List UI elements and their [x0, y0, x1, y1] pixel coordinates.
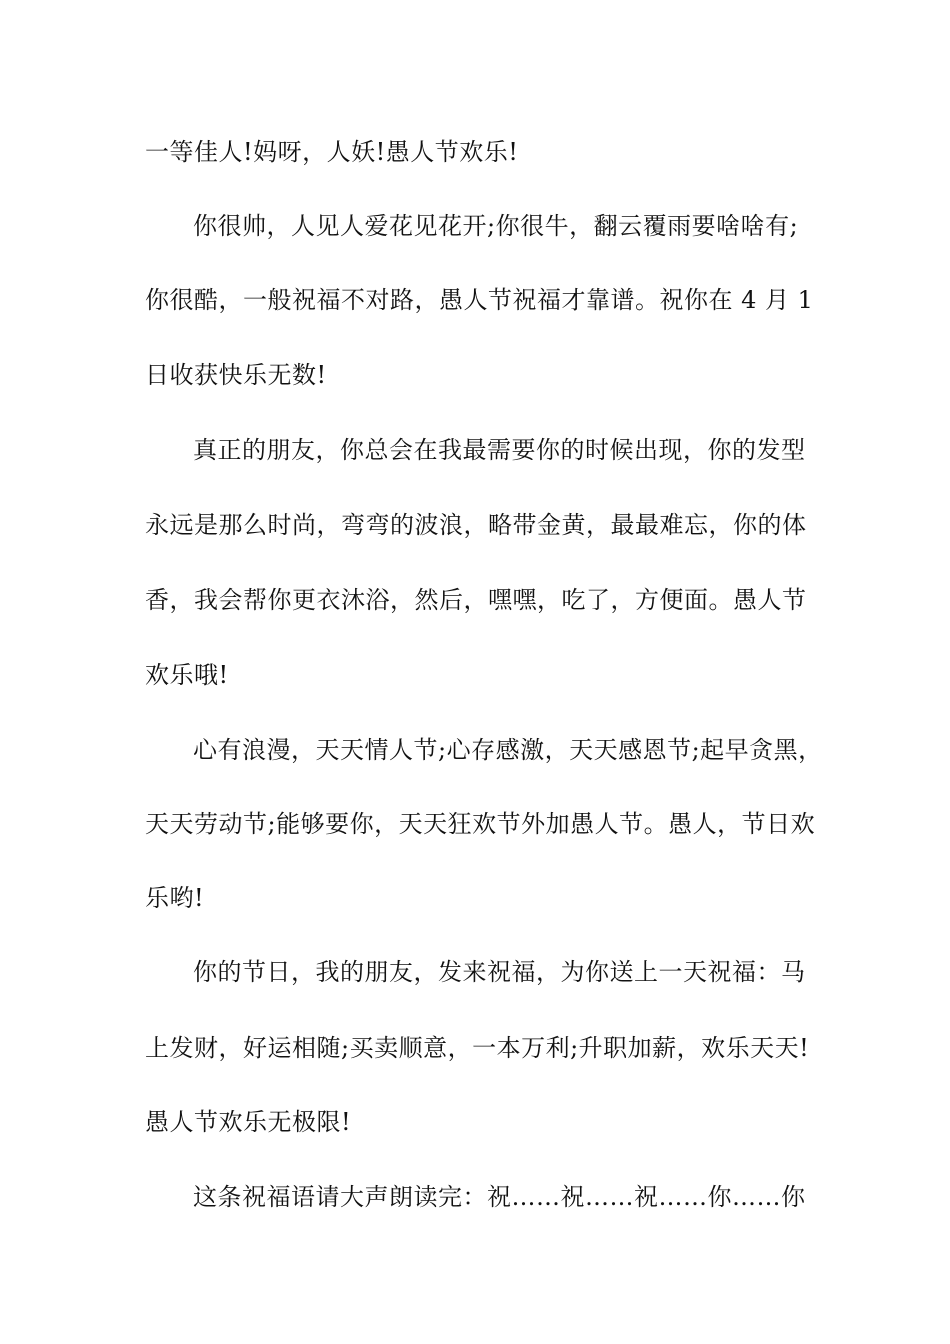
paragraph-first-line: 真正的朋友，你总会在我最需要你的时候出现，你的发型 — [193, 436, 806, 464]
text-line: 一等佳人!妈呀，人妖!愚人节欢乐! — [145, 138, 519, 166]
text-line: 天天劳动节;能够要你，天天狂欢节外加愚人节。愚人，节日欢 — [145, 810, 816, 838]
text-line: 香，我会帮你更衣沐浴，然后，嘿嘿，吃了，方便面。愚人节 — [145, 586, 807, 614]
text-line: 你很酷，一般祝福不对路，愚人节祝福才靠谱。祝你在 4 月 1 — [145, 286, 814, 314]
text-line: 欢乐哦! — [145, 661, 229, 689]
paragraph-first-line: 这条祝福语请大声朗读完：祝……祝……祝……你……你 — [193, 1183, 806, 1211]
paragraph-first-line: 心有浪漫，天天情人节;心存感激，天天感恩节;起早贪黑， — [193, 736, 823, 764]
text-line: 永远是那么时尚，弯弯的波浪，略带金黄，最最难忘，你的体 — [145, 511, 807, 539]
text-line: 愚人节欢乐无极限! — [145, 1108, 352, 1136]
text-line: 上发财，好运相随;买卖顺意，一本万利;升职加薪，欢乐天天! — [145, 1034, 810, 1062]
paragraph-first-line: 你的节日，我的朋友，发来祝福，为你送上一天祝福：马 — [193, 958, 806, 986]
text-line: 日收获快乐无数! — [145, 361, 327, 389]
text-line: 乐哟! — [145, 884, 205, 912]
paragraph-first-line: 你很帅，人见人爱花见花开;你很牛，翻云覆雨要啥啥有; — [193, 212, 799, 240]
